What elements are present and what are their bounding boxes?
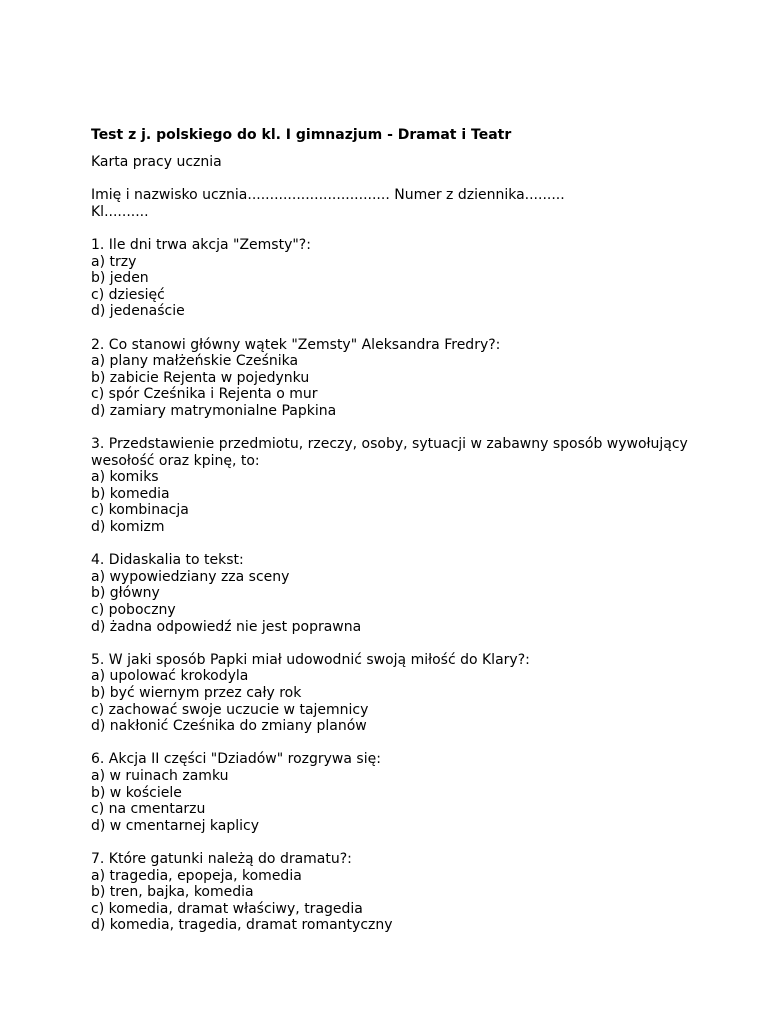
answer-option-d: d) zamiary matrymonialne Papkina xyxy=(91,402,337,419)
question-text: 6. Akcja II części "Dziadów" rozgrywa się: xyxy=(91,751,381,768)
answer-option-a: a) w ruinach zamku xyxy=(91,767,229,784)
answer-option-c: c) komedia, dramat właściwy, tragedia xyxy=(91,900,363,917)
answer-option-c: c) kombinacja xyxy=(91,502,189,519)
answer-option-b: b) komedia xyxy=(91,485,170,502)
question-7 xyxy=(91,851,731,934)
question-text: 2. Co stanowi główny wątek "Zemsty" Aleksandra Fredry?: xyxy=(91,336,501,353)
answer-option-c: c) spór Cześnika i Rejenta o mur xyxy=(91,386,318,403)
answer-option-d: d) komizm xyxy=(91,519,165,536)
question-text: 3. Przedstawienie przedmiotu, rzeczy, osoby, sytuacji w zabawny sposób wywołujący wesołość oraz kpinę, to: xyxy=(91,436,688,469)
student-info xyxy=(91,187,731,220)
answer-option-a: a) plany małżeńskie Cześnika xyxy=(91,353,299,370)
question-4 xyxy=(91,552,731,635)
answer-option-d: d) nakłonić Cześnika do zmiany planów xyxy=(91,718,367,735)
question-3 xyxy=(91,436,731,536)
question-2 xyxy=(91,337,731,420)
question-text: 1. Ile dni trwa akcja "Zemsty"?: xyxy=(91,236,311,253)
answer-option-c: c) zachować swoje uczucie w tajemnicy xyxy=(91,701,369,718)
student-class-line: Kl.......... xyxy=(91,203,149,220)
document-page xyxy=(91,126,731,951)
answer-option-a: a) tragedia, epopeja, komedia xyxy=(91,867,302,884)
document-title: Test z j. polskiego do kl. I gimnazjum - Dramat i Teatr xyxy=(91,127,512,143)
answer-option-a: a) trzy xyxy=(91,253,137,270)
question-5 xyxy=(91,652,731,735)
answer-option-b: b) tren, bajka, komedia xyxy=(91,884,254,901)
question-1 xyxy=(91,237,731,320)
answer-option-a: a) wypowiedziany zza sceny xyxy=(91,568,290,585)
question-text: 4. Didaskalia to tekst: xyxy=(91,552,244,569)
answer-option-b: b) zabicie Rejenta w pojedynku xyxy=(91,369,310,386)
answer-option-c: c) poboczny xyxy=(91,602,176,619)
answer-option-d: d) żadna odpowiedź nie jest poprawna xyxy=(91,618,362,635)
answer-option-c: c) dziesięć xyxy=(91,286,165,303)
answer-option-b: b) główny xyxy=(91,585,160,602)
answer-option-d: d) jedenaście xyxy=(91,303,185,320)
question-6 xyxy=(91,751,731,834)
student-name-line: Imię i nazwisko ucznia................................ Numer z dziennika......... xyxy=(91,187,565,204)
answer-option-b: b) w kościele xyxy=(91,784,182,801)
document-subtitle: Karta pracy ucznia xyxy=(91,154,222,170)
question-text: 7. Które gatunki należą do dramatu?: xyxy=(91,850,352,867)
answer-option-c: c) na cmentarzu xyxy=(91,801,206,818)
question-text: 5. W jaki sposób Papki miał udowodnić swoją miłość do Klary?: xyxy=(91,651,530,668)
question-list xyxy=(91,237,731,934)
answer-option-b: b) jeden xyxy=(91,270,149,287)
answer-option-a: a) upolować krokodyla xyxy=(91,668,249,685)
answer-option-a: a) komiks xyxy=(91,469,159,486)
answer-option-b: b) być wiernym przez cały rok xyxy=(91,685,302,701)
answer-option-d: d) komedia, tragedia, dramat romantyczny xyxy=(91,917,393,934)
answer-option-d: d) w cmentarnej kaplicy xyxy=(91,817,260,834)
